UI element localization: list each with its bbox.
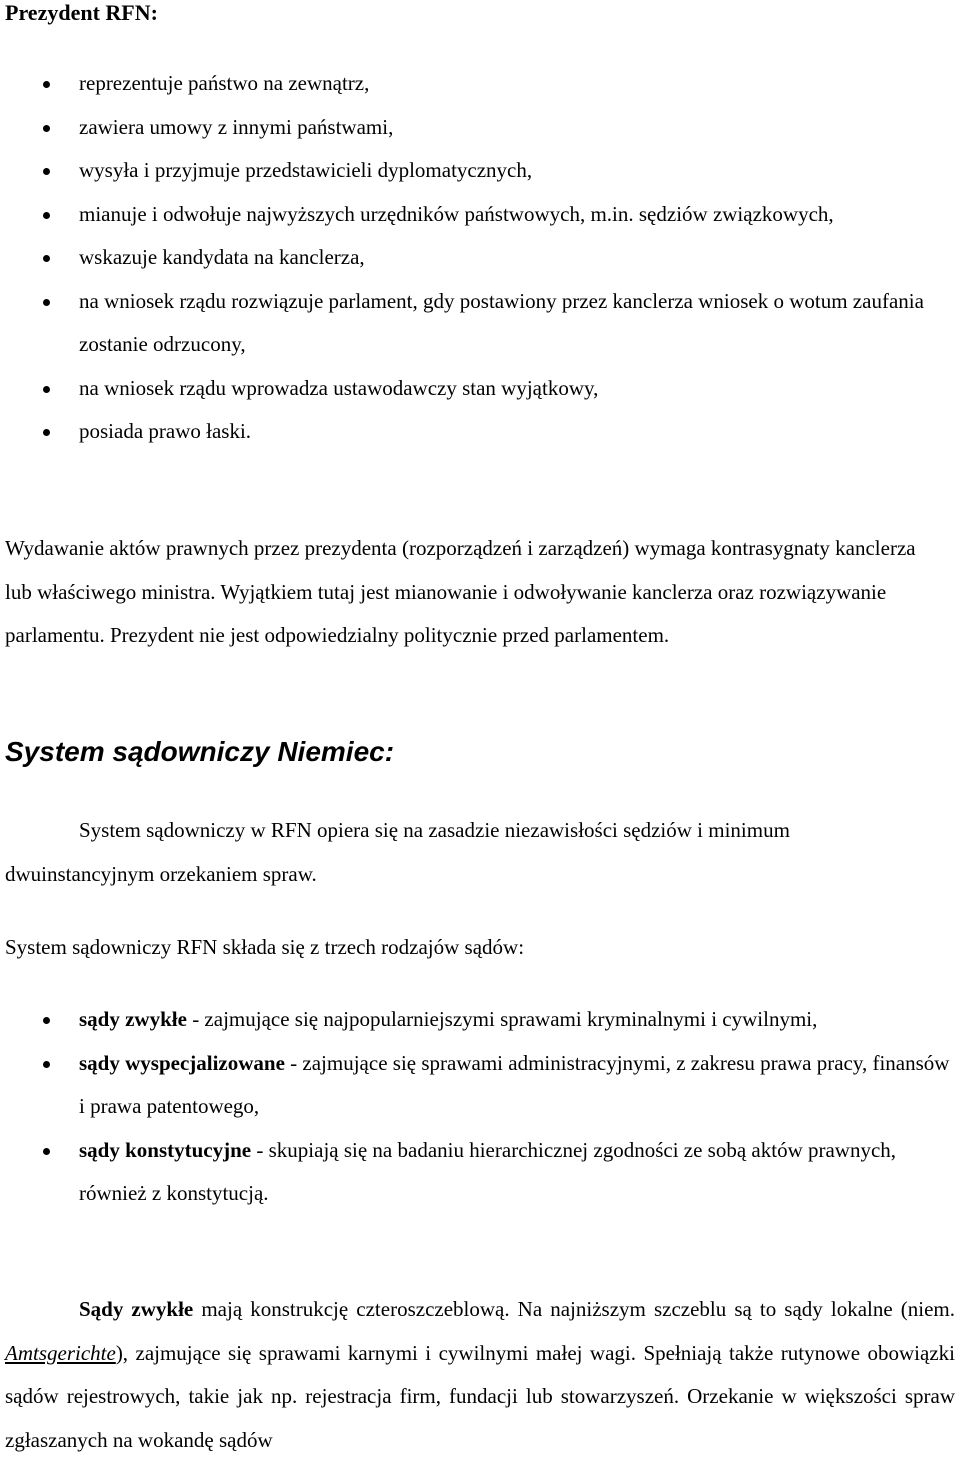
list-item: [5, 367, 940, 411]
list-item: [5, 193, 940, 237]
court-types-list: [5, 998, 950, 1216]
list-item-text: posiada prawo łaski.: [79, 419, 252, 443]
list-item-text: wskazuje kandydata na kanclerza,: [79, 245, 365, 269]
bullet-icon: [43, 255, 50, 262]
ordinary-courts-text-1: mają konstrukcję czteroszczeblową. Na najniższym szczeblu są to sądy lokalne (niem.: [193, 1297, 955, 1321]
list-item-text: reprezentuje państwo na zewnątrz,: [79, 71, 370, 95]
ordinary-courts-lead: Sądy zwykłe: [79, 1297, 194, 1321]
list-item: [5, 1129, 950, 1216]
acts-paragraph: Wydawanie aktów prawnych przez prezydenta (rozporządzeń i zarządzeń) wymaga kontrasygnaty kanclerza lub właściwego ministra. Wyjątkiem tutaj jest mianowanie i odwoływanie kanclerza oraz rozwiązywanie parlamentu. Prezydent nie jest odpowiedzialny politycznie przed parlamentem.: [5, 536, 916, 647]
list-item: [5, 998, 950, 1042]
amtsgerichte-link[interactable]: Amtsgerichte: [5, 1340, 116, 1365]
list-item: [5, 1042, 950, 1129]
bullet-icon: [43, 1061, 50, 1068]
bullet-icon: [43, 1148, 50, 1155]
court-type-name: sądy konstytucyjne: [79, 1137, 252, 1162]
list-item-text: mianuje i odwołuje najwyższych urzędników państwowych, m.in. sędziów związkowych,: [79, 201, 834, 226]
court-type-description: - skupiają się na badaniu hierarchicznej zgodności ze sobą aktów prawnych, również z konstytucją.: [79, 1137, 897, 1205]
court-type-description: - zajmujące się sprawami administracyjnymi, z zakresu prawa pracy, finansów i prawa patentowego,: [79, 1050, 950, 1118]
bullet-icon: [43, 81, 50, 88]
list-item: [5, 149, 940, 193]
court-type-description: - zajmujące się najpopularniejszymi sprawami kryminalnymi i cywilnymi,: [186, 1007, 818, 1031]
court-type-name: sądy wyspecjalizowane: [79, 1050, 285, 1075]
bullet-icon: [43, 125, 50, 132]
list-item-text: na wniosek rządu wprowadza ustawodawczy stan wyjątkowy,: [79, 375, 599, 400]
list-item: [5, 62, 940, 106]
bullet-icon: [43, 299, 50, 306]
list-item-text: zawiera umowy z innymi państwami,: [79, 114, 394, 139]
court-type-name: sądy zwykłe: [79, 1007, 187, 1031]
list-item: [5, 280, 940, 367]
bullet-icon: [43, 429, 50, 436]
ordinary-courts-paragraph: [5, 1288, 955, 1462]
bullet-icon: [43, 168, 50, 175]
court-types-intro: System sądowniczy RFN składa się z trzech rodzajów sądów:: [5, 935, 525, 959]
system-paragraph: System sądowniczy w RFN opiera się na zasadzie niezawisłości sędziów i minimum dwuinstancyjnym orzekaniem spraw.: [5, 818, 790, 886]
president-powers-list: [5, 62, 940, 454]
section-title: System sądowniczy Niemiec:: [5, 736, 395, 767]
bullet-icon: [43, 1017, 50, 1024]
list-item-text: wysyła i przyjmuje przedstawicieli dyplomatycznych,: [79, 158, 533, 182]
bullet-icon: [43, 212, 50, 219]
bullet-icon: [43, 386, 50, 393]
list-item: [5, 236, 940, 280]
page-heading: Prezydent RFN:: [5, 0, 158, 25]
list-item: [5, 410, 940, 454]
ordinary-courts-text-2: ), zajmujące się sprawami karnymi i cywilnymi małej wagi. Spełniają także rutynowe obowiązki sądów rejestrowych, takie jak np. rejestracja firm, fundacji lub stowarzyszeń. Orzekanie w większości spraw zgłaszanych na wokandę sądów: [5, 1340, 955, 1452]
list-item-text: na wniosek rządu rozwiązuje parlament, gdy postawiony przez kanclerza wniosek o wotum zaufania zostanie odrzucony,: [79, 288, 924, 356]
list-item: [5, 106, 940, 150]
